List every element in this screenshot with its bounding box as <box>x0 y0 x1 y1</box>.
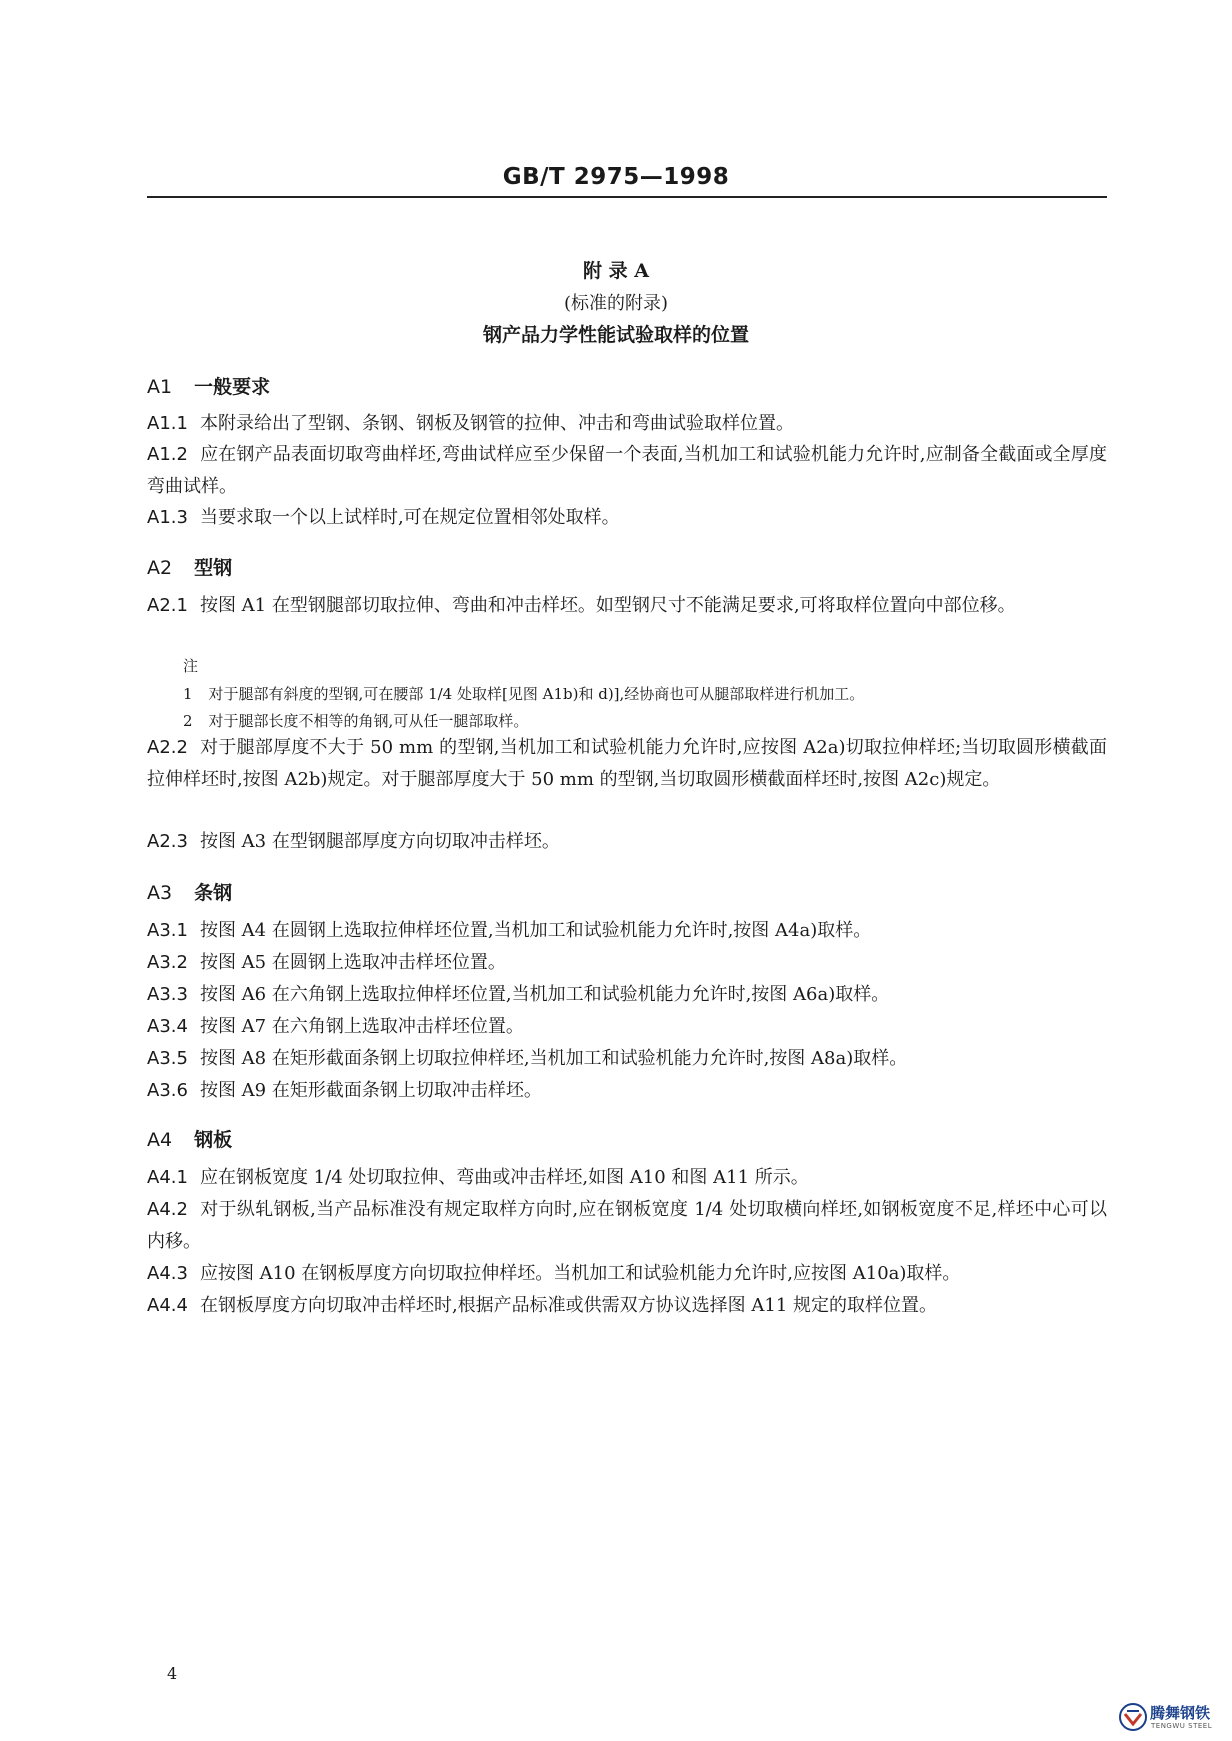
clause-text: 按图 A5 在圆钢上选取冲击样坯位置。 <box>199 952 506 973</box>
clause-text: 对于纵轧钢板,当产品标准没有规定取样方向时,应在钢板宽度 1/4 处切取横向样坯,如钢板宽度不足,样坯中心可以内移。 <box>147 1199 1107 1252</box>
clause-text: 按图 A9 在矩形截面条钢上切取冲击样坯。 <box>199 1080 542 1101</box>
clause-text: 应在钢板宽度 1/4 处切取拉伸、弯曲或冲击样坯,如图 A10 和图 A11 所示。 <box>199 1167 809 1188</box>
clause-a4-2 <box>147 1194 1107 1258</box>
clause-text: 当要求取一个以上试样时,可在规定位置相邻处取样。 <box>199 507 620 528</box>
appendix-subtitle: (标准的附录) <box>563 293 669 314</box>
clause-a1-2 <box>147 439 1107 503</box>
clause-number: A3.5 <box>147 1048 188 1069</box>
clause-number: A2.2 <box>147 737 188 758</box>
clause-text: 按图 A3 在型钢腿部厚度方向切取冲击样坯。 <box>199 831 560 852</box>
note-text: 对于腿部长度不相等的角钢,可从任一腿部取样。 <box>208 712 529 730</box>
section-number: A1 <box>147 376 173 398</box>
section-title: 钢板 <box>194 1129 233 1151</box>
standard-code: GB/T 2975—1998 <box>502 164 730 190</box>
clause-a4-1 <box>147 1162 1107 1194</box>
clause-a2-3 <box>147 826 1107 858</box>
clause-text: 按图 A4 在圆钢上选取拉伸样坯位置,当机加工和试验机能力允许时,按图 A4a)取样。 <box>199 920 872 941</box>
clause-text: 按图 A8 在矩形截面条钢上切取拉伸样坯,当机加工和试验机能力允许时,按图 A8a)取样。 <box>199 1048 908 1069</box>
clause-a3-1 <box>147 915 1107 947</box>
clause-number: A3.6 <box>147 1080 188 1101</box>
section-heading-a4 <box>147 1125 232 1152</box>
note-item <box>183 710 1103 731</box>
section-number: A2 <box>147 557 173 579</box>
clause-a1-3 <box>147 502 1107 534</box>
clause-number: A4.2 <box>147 1199 188 1220</box>
clause-text: 按图 A6 在六角钢上选取拉伸样坯位置,当机加工和试验机能力允许时,按图 A6a)取样。 <box>199 984 890 1005</box>
note-number: 1 <box>183 685 193 703</box>
clause-a2-2 <box>147 732 1107 796</box>
watermark-logo <box>1118 1700 1222 1736</box>
section-number: A3 <box>147 882 173 904</box>
clause-a3-5 <box>147 1043 1107 1075</box>
clause-text: 在钢板厚度方向切取冲击样坯时,根据产品标准或供需双方协议选择图 A11 规定的取样位置。 <box>199 1295 938 1316</box>
clause-number: A2.1 <box>147 595 188 616</box>
clause-number: A4.3 <box>147 1263 188 1284</box>
watermark-name: 腾舞钢铁 <box>1150 1704 1211 1722</box>
clause-a4-4 <box>147 1290 1107 1322</box>
tengwu-steel-logo-icon <box>1118 1702 1148 1732</box>
note-number: 2 <box>183 712 193 730</box>
watermark-sub: TENGWU STEEL <box>1151 1722 1213 1730</box>
clause-number: A1.3 <box>147 507 188 528</box>
clause-a3-6 <box>147 1075 1107 1107</box>
clause-number: A4.4 <box>147 1295 188 1316</box>
clause-text: 应在钢产品表面切取弯曲样坯,弯曲试样应至少保留一个表面,当机加工和试验机能力允许时,应制备全截面或全厚度弯曲试样。 <box>147 444 1107 497</box>
clause-a2-1 <box>147 590 1107 622</box>
clause-number: A3.1 <box>147 920 188 941</box>
clause-number: A1.1 <box>147 413 188 434</box>
clause-a4-3 <box>147 1258 1107 1290</box>
clause-text: 按图 A1 在型钢腿部切取拉伸、弯曲和冲击样坯。如型钢尺寸不能满足要求,可将取样位置向中部位移。 <box>199 595 1016 616</box>
section-heading-a3 <box>147 878 232 905</box>
note-text: 对于腿部有斜度的型钢,可在腰部 1/4 处取样[见图 A1b)和 d)],经协商也可从腿部取样进行机加工。 <box>208 685 865 703</box>
clause-number: A4.1 <box>147 1167 188 1188</box>
page-number: 4 <box>167 1664 178 1683</box>
section-title: 条钢 <box>194 882 233 904</box>
clause-a1-1 <box>147 408 1107 440</box>
section-heading-a1 <box>147 372 270 399</box>
section-heading-a2 <box>147 553 232 580</box>
section-number: A4 <box>147 1129 173 1151</box>
clause-text: 应按图 A10 在钢板厚度方向切取拉伸样坯。当机加工和试验机能力允许时,应按图 A10a)取样。 <box>199 1263 961 1284</box>
clause-number: A3.2 <box>147 952 188 973</box>
clause-text: 本附录给出了型钢、条钢、钢板及钢管的拉伸、冲击和弯曲试验取样位置。 <box>199 413 794 434</box>
clause-number: A1.2 <box>147 444 188 465</box>
appendix-name: 钢产品力学性能试验取样的位置 <box>482 324 749 346</box>
clause-number: A3.4 <box>147 1016 188 1037</box>
note-label: 注 <box>183 657 199 675</box>
section-title: 型钢 <box>194 557 233 579</box>
clause-a3-3 <box>147 979 1107 1011</box>
clause-a3-2 <box>147 947 1107 979</box>
clause-a3-4 <box>147 1011 1107 1043</box>
clause-number: A2.3 <box>147 831 188 852</box>
clause-text: 对于腿部厚度不大于 50 mm 的型钢,当机加工和试验机能力允许时,应按图 A2a)切取拉伸样坯;当切取圆形横截面拉伸样坯时,按图 A2b)规定。对于腿部厚度大于 50 mm 的型钢,当切取圆形横截面样坯时,按图 A2c)规定。 <box>147 737 1107 790</box>
section-title: 一般要求 <box>194 376 271 398</box>
header-rule <box>147 196 1107 198</box>
note-item <box>183 683 1103 704</box>
clause-text: 按图 A7 在六角钢上选取冲击样坯位置。 <box>199 1016 524 1037</box>
clause-number: A3.3 <box>147 984 188 1005</box>
appendix-title: 附 录 A <box>583 260 649 282</box>
